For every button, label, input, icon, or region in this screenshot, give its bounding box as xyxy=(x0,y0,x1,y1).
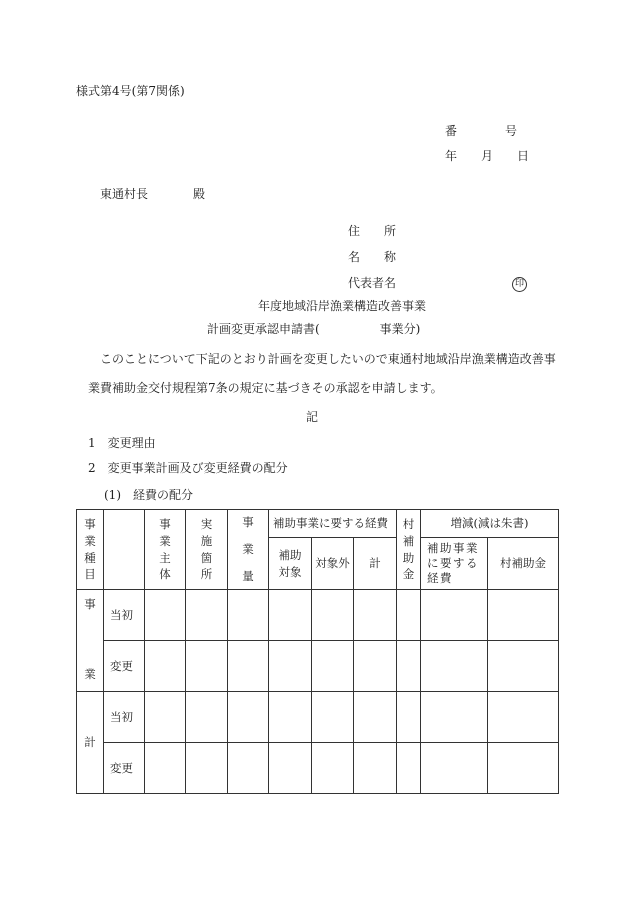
cell xyxy=(397,590,421,641)
header-zogen-mura: 村補助金 xyxy=(488,538,559,590)
cell xyxy=(145,743,186,794)
cell xyxy=(312,743,354,794)
applicant-representative-label: 代表者名 xyxy=(348,276,397,290)
cell xyxy=(421,692,488,743)
cell xyxy=(397,692,421,743)
cell xyxy=(228,743,269,794)
cell xyxy=(228,641,269,692)
seal-mark xyxy=(512,276,527,292)
row-tosho-kei: 当初 xyxy=(104,692,145,743)
cell xyxy=(488,743,559,794)
body-line-1: このことについて下記のとおり計画を変更したいので東通村地域沿岸漁業構造改善事 xyxy=(100,352,556,366)
cell xyxy=(354,692,397,743)
expense-allocation-table xyxy=(76,509,559,794)
row-label-kei: 計 xyxy=(77,692,104,794)
cell xyxy=(186,692,228,743)
cell xyxy=(488,641,559,692)
row-label-jigyo: 事 業 xyxy=(77,590,104,692)
item-2: 2 変更事業計画及び変更経費の配分 xyxy=(88,461,288,475)
addressee: 東通村長 xyxy=(100,187,149,201)
cell xyxy=(397,641,421,692)
cell xyxy=(145,590,186,641)
ki-heading: 記 xyxy=(306,410,319,424)
cell xyxy=(186,743,228,794)
document-number-label: 番 号 xyxy=(445,124,518,138)
cell xyxy=(354,743,397,794)
header-zogen: 増減(減は朱書) xyxy=(421,510,559,538)
cell xyxy=(145,641,186,692)
header-jigyo-shutai: 事 業 主 体 xyxy=(145,510,186,590)
header-jigyo-shumoku: 事 業 種 目 xyxy=(77,510,104,590)
seal-icon: 印 xyxy=(512,277,527,292)
cell xyxy=(228,590,269,641)
date-label: 年 月 日 xyxy=(445,149,530,163)
form-number: 様式第4号(第7関係) xyxy=(76,84,185,98)
header-hojo-keihi: 補助事業に要する経費 xyxy=(269,510,397,538)
title-line-1: 年度地域沿岸漁業構造改善事業 xyxy=(258,299,427,313)
applicant-name-label: 名 称 xyxy=(348,250,397,264)
honorific: 殿 xyxy=(193,187,206,201)
body-line-2: 業費補助金交付規程第7条の規定に基づきその承認を申請します。 xyxy=(88,381,443,395)
cell xyxy=(488,692,559,743)
cell xyxy=(228,692,269,743)
cell xyxy=(269,743,312,794)
item-2-sub: (1) 経費の配分 xyxy=(104,488,193,502)
header-mura-hojokin: 村 補 助 金 xyxy=(397,510,421,590)
cell xyxy=(269,641,312,692)
applicant-address-label: 住 所 xyxy=(348,224,397,238)
header-hojo-taisho: 補助 対象 xyxy=(269,538,312,590)
row-tosho-jigyo: 当初 xyxy=(104,590,145,641)
cell xyxy=(488,590,559,641)
cell xyxy=(421,590,488,641)
cell xyxy=(186,641,228,692)
header-kei: 計 xyxy=(354,538,397,590)
header-taishogai: 対象外 xyxy=(312,538,354,590)
cell xyxy=(397,743,421,794)
row-henko-kei: 変更 xyxy=(104,743,145,794)
title-line-2: 計画変更承認申請書( 事業分) xyxy=(207,322,421,336)
cell xyxy=(421,641,488,692)
cell xyxy=(312,692,354,743)
cell xyxy=(354,641,397,692)
cell xyxy=(421,743,488,794)
cell xyxy=(312,641,354,692)
header-jisshi-kasho: 実 施 箇 所 xyxy=(186,510,228,590)
cell xyxy=(269,590,312,641)
row-henko-jigyo: 変更 xyxy=(104,641,145,692)
item-1: 1 変更理由 xyxy=(88,436,156,450)
cell xyxy=(269,692,312,743)
header-jigyoryo: 事 業 量 xyxy=(228,510,269,590)
cell xyxy=(312,590,354,641)
header-zogen-keihi: 補助事業に要する経費 xyxy=(421,538,488,590)
header-blank xyxy=(104,510,145,590)
cell xyxy=(145,692,186,743)
cell xyxy=(186,590,228,641)
cell xyxy=(354,590,397,641)
